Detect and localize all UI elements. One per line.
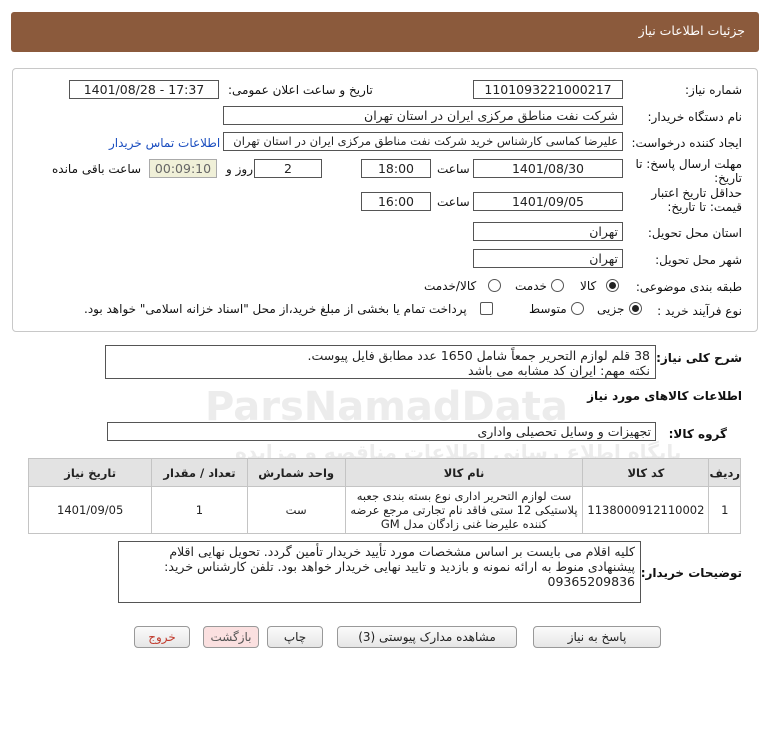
- print-button[interactable]: چاپ: [267, 626, 323, 648]
- goods-group-field[interactable]: تجهیزات و وسایل تحصیلی واداری: [107, 422, 656, 441]
- buyer-org-field[interactable]: شرکت نفت مناطق مرکزی ایران در استان تهران: [223, 106, 623, 125]
- description-field[interactable]: [105, 345, 656, 379]
- row-code: 1138000912110002: [583, 487, 709, 534]
- exit-button[interactable]: خروج: [134, 626, 190, 648]
- city-label: شهر محل تحویل:: [655, 253, 742, 267]
- category-label: طبقه بندی موضوعی:: [635, 280, 742, 294]
- row-qty: 1: [152, 487, 247, 534]
- watermark-subtext: پایگاه اطلاع رسانی اطلاعات مناقصه و مزایده: [235, 440, 682, 464]
- category-radio-service[interactable]: [551, 279, 564, 292]
- requester-field[interactable]: علیرضا کماسی کارشناس خرید شرکت نفت مناطق مرکزی ایران در استان تهران: [223, 132, 623, 151]
- view-attachments-button[interactable]: مشاهده مدارک پیوستی (3): [337, 626, 517, 648]
- city-field[interactable]: تهران: [473, 249, 623, 268]
- column-header-name: نام کالا: [345, 459, 583, 487]
- deadline-days-field[interactable]: 2: [254, 159, 322, 178]
- column-header-unit: واحد شمارش: [247, 459, 345, 487]
- days-label: روز و: [226, 162, 253, 176]
- buyer-notes-field[interactable]: کلیه اقلام می بایست بر اساس مشخصات مورد تأیید خریدار تأمین گردد. تحویل نهایی اقلام پیشنهادی منوط به ارائه نمونه و بازدید و تایید نهایی خریدار خواهد بود. تلفن کارشناس خرید: 09365209836: [118, 541, 641, 603]
- remaining-time-field: 00:09:10: [149, 159, 217, 178]
- treasury-checkbox-label: پرداخت تمام یا بخشی از مبلغ خرید،از محل "اسناد خزانه اسلامی" خواهد بود.: [84, 302, 467, 316]
- category-radio-goods-service[interactable]: [488, 279, 501, 292]
- row-unit: ست: [247, 487, 345, 534]
- category-option-service: خدمت: [515, 279, 547, 293]
- row-date: 1401/09/05: [29, 487, 152, 534]
- page-title: جزئیات اطلاعات نیاز: [638, 23, 745, 38]
- deadline-label: مهلت ارسال پاسخ: تا تاریخ:: [635, 157, 742, 185]
- requester-label: ایجاد کننده درخواست:: [631, 136, 742, 150]
- deadline-time-field[interactable]: 18:00: [361, 159, 431, 178]
- deadline-time-label: ساعت: [437, 162, 470, 176]
- back-button[interactable]: بازگشت: [203, 626, 259, 648]
- goods-group-label: گروه کالا:: [668, 427, 727, 441]
- purchase-radio-medium[interactable]: [571, 302, 584, 315]
- purchase-radio-partial[interactable]: [629, 302, 642, 315]
- description-line-1: 38 قلم لوازم التحریر جمعاً شامل 1650 عدد مطابق فایل پیوست.: [307, 348, 650, 363]
- goods-table: [28, 458, 741, 534]
- need-number-label: شماره نیاز:: [685, 83, 742, 97]
- table-row[interactable]: [29, 487, 741, 534]
- price-validity-label: حداقل تاریخ اعتبار قیمت: تا تاریخ:: [651, 186, 742, 214]
- category-option-goods-service: کالا/خدمت: [424, 279, 477, 293]
- row-index: 1: [709, 487, 741, 534]
- goods-info-title: اطلاعات کالاهای مورد نیاز: [587, 389, 742, 403]
- price-validity-time-label: ساعت: [437, 195, 470, 209]
- buyer-contact-link[interactable]: اطلاعات تماس خریدار: [109, 136, 221, 150]
- province-label: استان محل تحویل:: [647, 226, 742, 240]
- province-field[interactable]: تهران: [473, 222, 623, 241]
- page-header: [11, 12, 759, 52]
- purchase-option-medium: متوسط: [529, 302, 567, 316]
- need-number-field[interactable]: 1101093221000217: [473, 80, 623, 99]
- watermark: ParsNamadData: [205, 384, 568, 430]
- description-label: شرح کلی نیاز:: [656, 351, 742, 365]
- announce-datetime-label: تاریخ و ساعت اعلان عمومی:: [228, 83, 373, 97]
- announce-datetime-field[interactable]: 1401/08/28 - 17:37: [69, 80, 219, 99]
- deadline-date-field[interactable]: 1401/08/30: [473, 159, 623, 178]
- buyer-org-label: نام دستگاه خریدار:: [647, 110, 742, 124]
- row-name: ست لوازم التحریر اداری نوع بسته بندی جعبه پلاستیکی 12 ستی فاقد نام تجارتی مرجع عرضه کننده علیرضا غنی زادگان مدل GM: [345, 487, 583, 534]
- purchase-type-label: نوع فرآیند خرید :: [657, 304, 742, 318]
- remaining-time-label: ساعت باقی مانده: [52, 162, 142, 176]
- purchase-option-partial: جزیی: [597, 302, 625, 316]
- column-header-date: تاریخ نیاز: [29, 459, 152, 487]
- buyer-notes-label: توضیحات خریدار:: [640, 566, 742, 580]
- price-validity-date-field[interactable]: 1401/09/05: [473, 192, 623, 211]
- column-header-code: کد کالا: [583, 459, 709, 487]
- reply-button[interactable]: پاسخ به نیاز: [533, 626, 661, 648]
- column-header-index: ردیف: [709, 459, 741, 487]
- table-header-row: [29, 459, 741, 487]
- category-option-goods: کالا: [580, 279, 597, 293]
- column-header-qty: تعداد / مقدار: [152, 459, 247, 487]
- treasury-checkbox[interactable]: [480, 302, 493, 315]
- price-validity-time-field[interactable]: 16:00: [361, 192, 431, 211]
- category-radio-goods[interactable]: [606, 279, 619, 292]
- description-line-2: نکته مهم: ایران کد مشابه می باشد: [468, 363, 650, 378]
